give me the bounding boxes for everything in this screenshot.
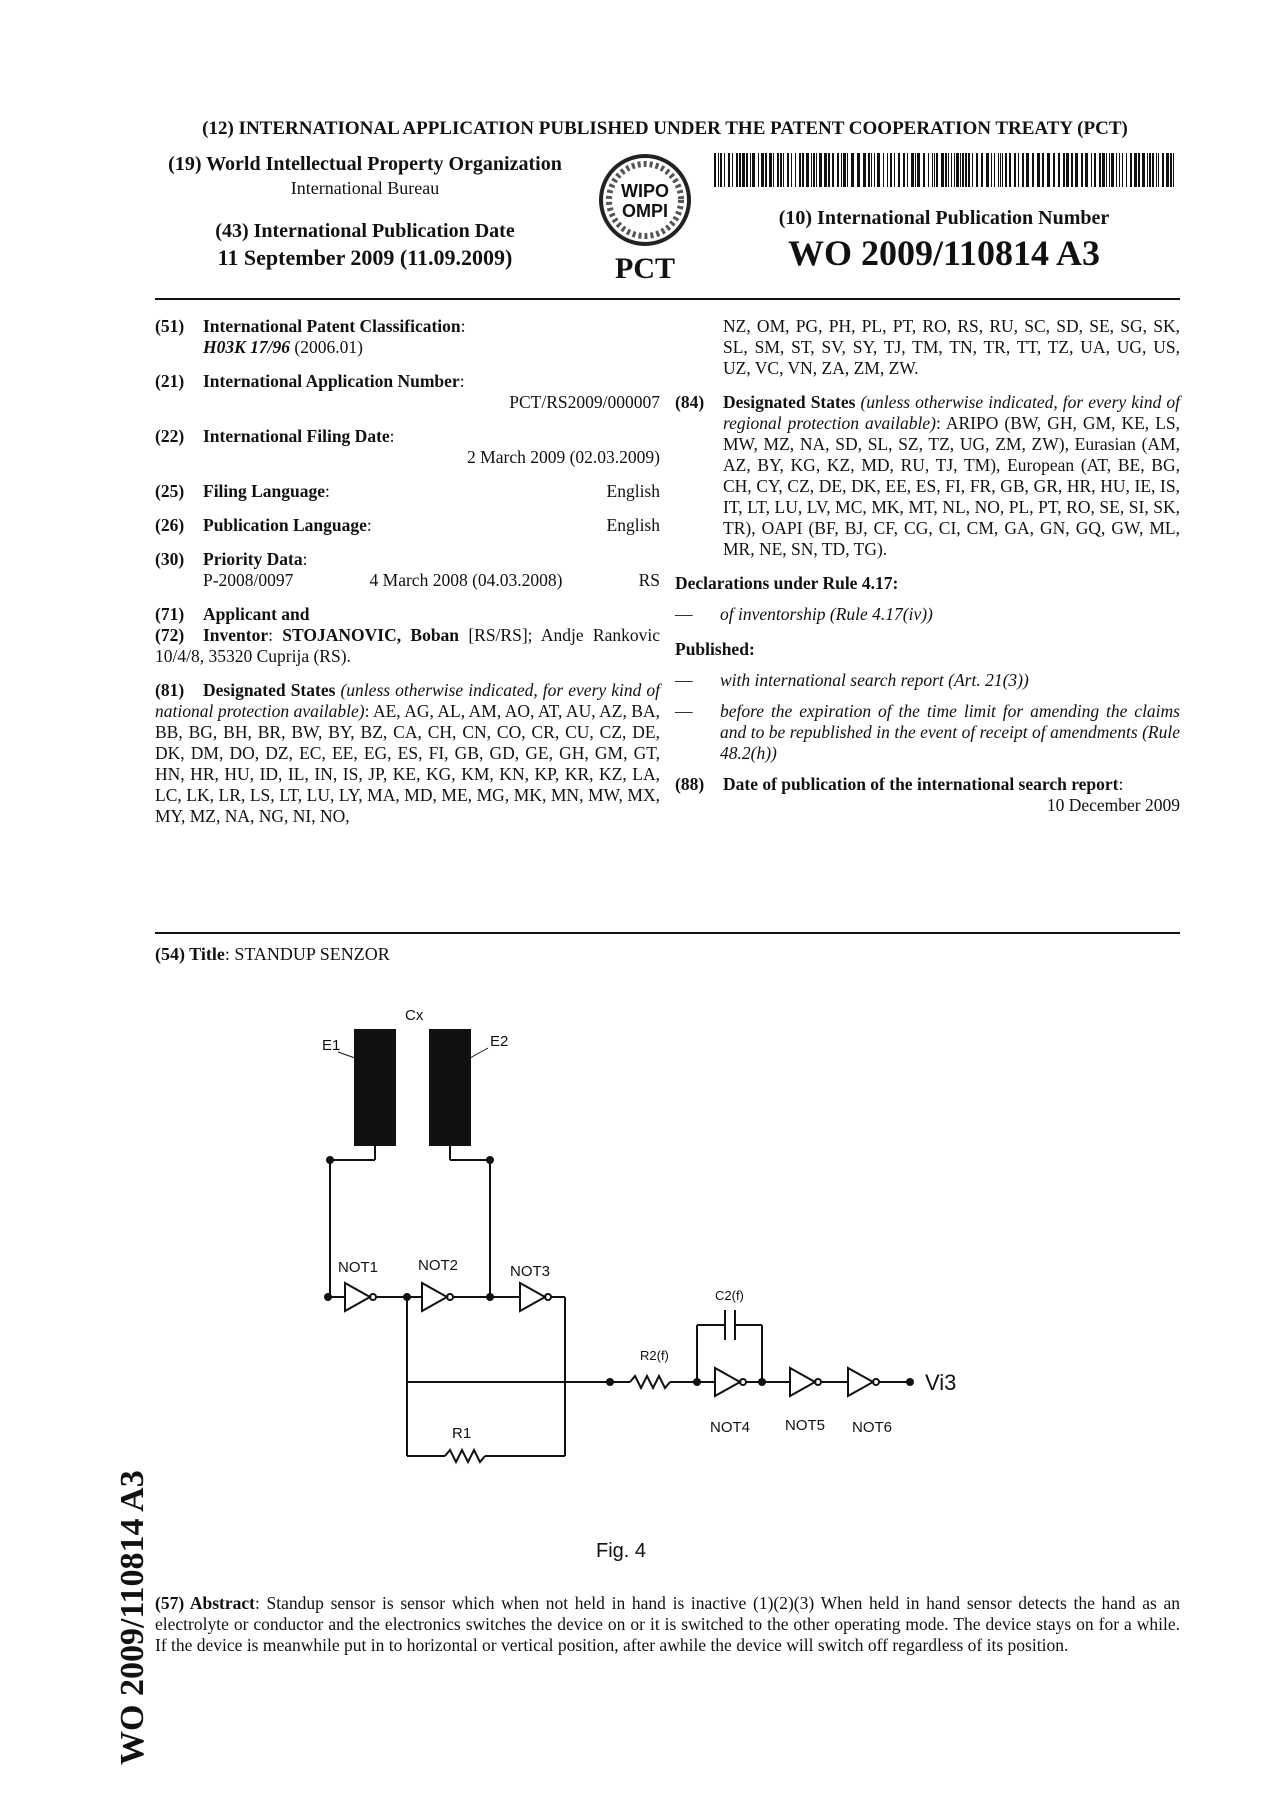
barcode-bar	[1066, 153, 1069, 187]
field-30: (30) Priority Data: P-2008/0097 4 March 2008 (04.03.2008) RS	[155, 549, 660, 590]
pct-label: PCT	[615, 252, 675, 285]
barcode-bar	[1032, 153, 1034, 187]
barcode-bar	[802, 153, 804, 187]
invention-title: (54) Title: STANDUP SENZOR	[155, 944, 390, 964]
barcode-bar	[954, 153, 955, 187]
publication-date-value: 11 September 2009 (11.09.2009)	[217, 245, 513, 270]
label-not1: NOT1	[338, 1259, 379, 1276]
document-header: (12) INTERNATIONAL APPLICATION PUBLISHED UNDER THE PATENT COOPERATION TREATY (PCT)	[202, 118, 1128, 139]
barcode-bar	[1119, 153, 1120, 187]
designated-states-list: AE, AG, AL, AM, AO, AT, AU, AZ, BA, BB, BG, BH, BR, BW, BY, BZ, CA, CH, CN, CO, CR, CU, CZ, DE, DK, DM, DO, DZ, EC, EE, EG, ES, FI, GB, GD, GE, GH, GM, GT, HN, HR, HU, ID, IL, IN, IS, JP, KE, KG, KM, KN, KP, KR, KZ, LA, LC, LK, LR, LS, LT, LU, LY, MA, MD, ME, MG, MK, MN, MW, MX, MY, MZ, NA, NG, NI, NO,	[155, 701, 660, 826]
barcode-bar	[968, 153, 970, 187]
barcode-bar	[718, 153, 719, 187]
barcode-bar	[877, 153, 880, 187]
declaration-item: — of inventorship (Rule 4.17(iv))	[675, 604, 933, 624]
priority-country: RS	[638, 570, 660, 590]
applicant-label: Applicant and	[203, 604, 310, 624]
bureau-name: International Bureau	[290, 178, 440, 198]
search-report-date-value: 10 December 2009	[1046, 795, 1180, 815]
barcode-bar	[847, 153, 848, 187]
barcode-top	[714, 153, 1174, 187]
barcode-bar	[1026, 153, 1029, 187]
r2-resistor	[630, 1376, 670, 1388]
barcode-bar	[773, 153, 774, 187]
inventor-name: STOJANOVIC, Boban	[282, 625, 460, 645]
barcode-bar	[824, 153, 827, 187]
barcode-bar	[832, 153, 834, 187]
barcode-bar	[828, 153, 830, 187]
ipc-label: International Patent Classification	[203, 316, 461, 336]
barcode-bar	[1170, 153, 1172, 187]
field-72: (72) Inventor: STOJANOVIC, Boban [RS/RS]; Andje Rankovic 10/4/8, 35320 Cuprija (RS).	[155, 625, 660, 666]
barcode-bar	[728, 153, 730, 187]
barcode-bar	[1047, 153, 1050, 187]
barcode-bar	[965, 153, 967, 187]
barcode-bar	[1116, 153, 1117, 187]
label-not5: NOT5	[785, 1417, 826, 1434]
declarations-label: Declarations under Rule 4.17	[675, 573, 893, 593]
label-vi3: Vi3	[925, 1370, 957, 1395]
ipc-version: (2006.01)	[294, 337, 363, 357]
barcode-bar	[1002, 153, 1003, 187]
title-value: STANDUP SENZOR	[234, 944, 390, 964]
title-label: (54) Title	[155, 944, 225, 964]
barcode-bar	[934, 153, 935, 187]
barcode-bar	[780, 153, 782, 187]
header-rule	[155, 298, 1180, 300]
published-item-2: — before the expiration of the time limit for amending the claims and to be republished in the event of receipt of amendments (Rule 48.2(h))	[675, 701, 1180, 763]
barcode-bar	[956, 153, 959, 187]
field-81: (81) Designated States (unless otherwise indicated, for every kind of national protection available): AE, AG, AL, AM, AO, AT, AU, AZ, BA, BB, BG, BH, BR, BW, BY, BZ, CA, CH, CN, CO, CR, CU, CZ, DE, DK, DM, DO, DZ, EC, EE, EG, ES, FI, GB, GD, GE, GH, GM, GT, HN, HR, HU, ID, IL, IN, IS, JP, KE, KG, KM, KN, KP, KR, KZ, LA, LC, LK, LR, LS, LT, LU, LY, MA, MD, ME, MG, MK, MN, MW, MX, MY, MZ, NA, NG, NI, NO,	[155, 680, 661, 826]
barcode-bar	[951, 153, 952, 187]
barcode-bar	[1000, 153, 1001, 187]
ipc-code: H03K 17/96	[203, 337, 291, 357]
barcode-bar	[714, 153, 716, 187]
label-not4: NOT4	[710, 1419, 751, 1436]
side-publication-number: WO 2009/110814 A3	[114, 1470, 151, 1765]
priority-application: P-2008/0097	[203, 570, 294, 590]
search-report-date-label: Date of publication of the international search report	[723, 774, 1119, 794]
barcode-bar	[813, 153, 815, 187]
barcode-bar	[1149, 153, 1151, 187]
barcode-bar	[795, 153, 796, 187]
label-not2: NOT2	[418, 1257, 459, 1274]
barcode-bar	[1111, 153, 1114, 187]
barcode-bar	[871, 153, 872, 187]
application-number-value: PCT/RS2009/000007	[509, 392, 660, 412]
barcode-bar	[1106, 153, 1107, 187]
logo-text-top: WIPO	[621, 181, 669, 201]
barcode-bar	[1147, 153, 1148, 187]
barcode-bar	[816, 153, 817, 187]
barcode-bar	[1158, 153, 1159, 187]
barcode-bar	[851, 153, 854, 187]
barcode-bar	[769, 153, 772, 187]
electrode-e2	[430, 1030, 470, 1145]
barcode-bar	[841, 153, 842, 187]
label-e1: E1	[322, 1037, 341, 1054]
label-c2: C2(f)	[715, 1288, 744, 1303]
label-r2: R2(f)	[640, 1348, 669, 1363]
not1-gate	[345, 1283, 370, 1311]
not2-gate	[422, 1283, 447, 1311]
barcode-bar	[1085, 153, 1088, 187]
barcode-bar	[903, 153, 905, 187]
inventor-label: Inventor	[203, 625, 269, 645]
publication-number-label: (10) International Publication Number	[778, 207, 1110, 229]
barcode-bar	[739, 153, 741, 187]
barcode-bar	[1122, 153, 1123, 187]
barcode-bar	[1042, 153, 1044, 187]
logo-text-bottom: OMPI	[621, 201, 669, 221]
barcode-bar	[1094, 153, 1096, 187]
barcode-bar	[911, 153, 914, 187]
figure-caption: Fig. 4	[596, 1540, 647, 1562]
publication-language-value: English	[606, 515, 660, 535]
barcode-bar	[948, 153, 949, 187]
designated-states-note: (unless otherwise indicated, for every kind of national protection available)	[155, 680, 661, 721]
barcode-bar	[787, 153, 789, 187]
barcode-bar	[976, 153, 978, 187]
barcode-bar	[994, 153, 995, 187]
barcode-bar	[1075, 153, 1078, 187]
field-84: (84) Designated States (unless otherwise indicated, for every kind of regional protection available): ARIPO (BW, GH, GM, KE, LS, MW, MZ, NA, SD, SL, SZ, TZ, UG, ZM, ZW), Eurasian (AM, AZ, BY, KG, KZ, MD, RU, TJ, TM), European (AT, BE, BG, CH, CY, CZ, DE, DK, EE, ES, FI, FR, GB, GR, HR, HU, IE, IS, IT, LT, LU, LV, MC, MK, MT, NL, NO, PL, PT, RO, SE, SI, SK, TR), OAPI (BF, BJ, CF, CG, CI, CM, GA, GN, GQ, GW, ML, MR, NE, SN, TD, TG).	[675, 392, 1181, 559]
barcode-bar	[720, 153, 722, 187]
filing-date-label: International Filing Date	[203, 426, 390, 446]
barcode-bar	[742, 153, 745, 187]
barcode-bar	[981, 153, 983, 187]
not6-gate	[848, 1368, 873, 1396]
barcode-bar	[1102, 153, 1105, 187]
barcode-bar	[1099, 153, 1101, 187]
barcode-bar	[777, 153, 779, 187]
regional-states-note: (unless otherwise indicated, for every kind of regional protection available)	[723, 392, 1181, 433]
abstract-label: (57) Abstract	[155, 1593, 255, 1613]
barcode-bar	[894, 153, 895, 187]
barcode-bar	[1063, 153, 1065, 187]
barcode-bar	[758, 153, 759, 187]
barcode-bar	[1081, 153, 1083, 187]
barcode-bar	[1156, 153, 1157, 187]
barcode-bar	[962, 153, 964, 187]
field-51: (51) International Patent Classification: H03K 17/96 (2006.01)	[155, 316, 466, 357]
abstract: (57) Abstract: Standup sensor is sensor which when not held in hand is inactive (1)(2)(3) When held in hand sensor detects the hand as an electrolyte or conductor and the electronics switches the device on or it is switched to the other operating mode. The device stays on for a while. If the device is meanwhile put in to horizontal or vertical position, after awhile the device will switch off regardless of its position.	[155, 1593, 1180, 1655]
barcode-bar	[1166, 153, 1169, 187]
label-r1: R1	[452, 1425, 472, 1442]
barcode-bar	[791, 153, 792, 187]
r1-resistor	[445, 1450, 485, 1462]
published-item-1: — with international search report (Art. 21(3))	[675, 670, 1029, 690]
barcode-bar	[761, 153, 764, 187]
inventor-address: [RS/RS]; Andje Rankovic 10/4/8, 35320 Cuprija (RS).	[155, 625, 660, 666]
barcode-bar	[883, 153, 884, 187]
not5-gate	[790, 1368, 815, 1396]
barcode-bar	[890, 153, 892, 187]
barcode-bar	[1037, 153, 1040, 187]
barcode-bar	[972, 153, 973, 187]
publication-date-label: (43) International Publication Date	[215, 220, 515, 242]
barcode-bar	[936, 153, 938, 187]
field-22: (22) International Filing Date: 2 March 2009 (02.03.2009)	[155, 426, 660, 467]
filing-language-value: English	[606, 481, 660, 501]
barcode-bar	[868, 153, 870, 187]
barcode-bar	[1005, 153, 1007, 187]
application-number-label: International Application Number	[203, 371, 460, 391]
barcode-bar	[843, 153, 846, 187]
filing-date-value: 2 March 2009 (02.03.2009)	[467, 447, 660, 467]
barcode-bar	[998, 153, 999, 187]
barcode-bar	[1109, 153, 1110, 187]
barcode-bar	[783, 153, 784, 187]
circuit-diagram	[310, 1000, 1040, 1560]
bibliographic-left-column	[155, 316, 660, 840]
barcode-bar	[887, 153, 888, 187]
barcode-bar	[1058, 153, 1060, 187]
label-cx: Cx	[405, 1007, 424, 1024]
barcode-bar	[1126, 153, 1127, 187]
barcode-bar	[806, 153, 809, 187]
wipo-logo	[595, 150, 695, 260]
field-88: (88) Date of publication of the international search report: 10 December 2009	[675, 774, 1180, 815]
barcode-bar	[746, 153, 748, 187]
barcode-bar	[898, 153, 900, 187]
regional-states-list: ARIPO (BW, GH, GM, KE, LS, MW, MZ, NA, SD, SL, SZ, TZ, UG, ZM, ZW), Eurasian (AM, AZ, BY, KG, KZ, MD, RU, TJ, TM), European (AT, BE, BG, CH, CY, CZ, DE, DK, EE, ES, FI, FR, GB, GR, HR, HU, IE, IS, IT, LT, LU, LV, MC, MK, MT, NL, NO, PL, PT, RO, SE, SI, SK, TR), OAPI (BF, BJ, CF, CG, CI, CM, GA, GN, GQ, GW, ML, MR, NE, SN, TD, TG).	[723, 413, 1180, 559]
barcode-bar	[1091, 153, 1092, 187]
barcode-bar	[915, 153, 916, 187]
barcode-bar	[799, 153, 801, 187]
barcode-bar	[752, 153, 755, 187]
bibliographic-right-column: NZ, OM, PG, PH, PL, PT, RO, RS, RU, SC, SD, SE, SG, SK, SL, SM, ST, SV, SY, TJ, TM, TN, TR, TT, TZ, UA, UG, US, UZ, VC, VN, ZA, ZM, ZW. (84) Designated States (unless otherwise indicated, for every kind of regional protection available): ARIPO (BW, GH, GM, KE, LS, MW, MZ, NA, SD, SL, SZ, TZ, UG, ZM, ZW), Eurasian (AM, AZ, BY, KG, KZ, MD, RU, TJ, TM), European (AT, BE, BG, CH, CY, CZ, DE, DK, EE, ES, FI, FR, GB, GR, HR, HU, IE, IS, IT, LT, LU, LV, MC, MK, MT, NL, NO, PL, PT, RO, SE, SI, SK, TR), OAPI (BF, BJ, CF, CG, CI, CM, GA, GN, GQ, GW, ML, MR, NE, SN, TD, TG). Declarations under Rule 4.17: — of inventorship (Rule 4.17(iv)) Published: — with international search report (Art. 21(3)) — before the expiration of the time limit for amending the claims and to be republished in the event of receipt of amendments (Rule 48.2(h)) (88) Date of publication of the international search report: 10 December 2009	[675, 316, 1181, 815]
barcode-bar	[1053, 153, 1055, 187]
abstract-text: Standup sensor is sensor which when not held in hand is inactive (1)(2)(3) When held in hand sensor detects the hand as an electrolyte or conductor and the electronics switches the device on or it is switched to the other operating mode. The device stays on for a while. If the device is meanwhile put in to horizontal or vertical position, after awhile the device will switch off regardless of its position.	[155, 1593, 1180, 1655]
label-e2: E2	[490, 1033, 509, 1050]
designated-states-continued: NZ, OM, PG, PH, PL, PT, RO, RS, RU, SC, SD, SE, SG, SK, SL, SM, ST, SV, SY, TJ, TM, TN, TR, TT, TZ, UA, UG, US, UZ, VC, VN, ZA, ZM, ZW.	[723, 316, 1180, 378]
barcode-bar	[736, 153, 738, 187]
field-26: (26) Publication Language: English	[155, 515, 660, 535]
barcode-bar	[811, 153, 812, 187]
barcode-bar	[837, 153, 839, 187]
barcode-bar	[932, 153, 933, 187]
publication-number-value: WO 2009/110814 A3	[787, 233, 1101, 273]
title-rule	[155, 932, 1180, 934]
barcode-bar	[732, 153, 733, 187]
barcode-bar	[1014, 153, 1016, 187]
barcode-bar	[1130, 153, 1132, 187]
organization-name: (19) World Intellectual Property Organization	[168, 153, 562, 175]
barcode-bar	[1022, 153, 1024, 187]
regional-states-label: Designated States	[723, 392, 856, 412]
barcode-bar	[765, 153, 767, 187]
electrode-e1	[355, 1030, 395, 1145]
barcode-bar	[724, 153, 725, 187]
barcode-bar	[1152, 153, 1154, 187]
barcode-bar	[941, 153, 944, 187]
barcode-bar	[863, 153, 866, 187]
barcode-bar	[857, 153, 860, 187]
barcode-bar	[960, 153, 961, 187]
barcode-bar	[1142, 153, 1145, 187]
barcode-bar	[907, 153, 908, 187]
barcode-bar	[819, 153, 822, 187]
label-not3: NOT3	[510, 1263, 551, 1280]
barcode-bar	[1009, 153, 1011, 187]
label-not6: NOT6	[852, 1419, 893, 1436]
barcode-bar	[917, 153, 920, 187]
barcode-bar	[874, 153, 875, 187]
barcode-bar	[1134, 153, 1137, 187]
barcode-bar	[986, 153, 989, 187]
barcode-bar	[928, 153, 929, 187]
barcode-bar	[750, 153, 751, 187]
published-label: Published	[675, 639, 749, 659]
field-71: (71) Applicant and	[155, 604, 310, 624]
not3-gate	[520, 1283, 545, 1311]
barcode-bar	[1162, 153, 1164, 187]
barcode-bar	[923, 153, 925, 187]
designated-states-label: Designated States	[203, 680, 336, 700]
barcode-bar	[1173, 153, 1174, 187]
priority-data-label: Priority Data	[203, 549, 303, 569]
not4-gate	[715, 1368, 740, 1396]
barcode-bar	[1138, 153, 1140, 187]
priority-date: 4 March 2008 (04.03.2008)	[369, 570, 563, 590]
field-21: (21) International Application Number: PCT/RS2009/000007	[155, 371, 660, 412]
field-25: (25) Filing Language: English	[155, 481, 660, 501]
publication-language-label: Publication Language	[203, 515, 367, 535]
filing-language-label: Filing Language	[203, 481, 326, 501]
barcode-bar	[1071, 153, 1073, 187]
barcode-bar	[991, 153, 992, 187]
barcode-bar	[1018, 153, 1019, 187]
barcode-bar	[945, 153, 947, 187]
